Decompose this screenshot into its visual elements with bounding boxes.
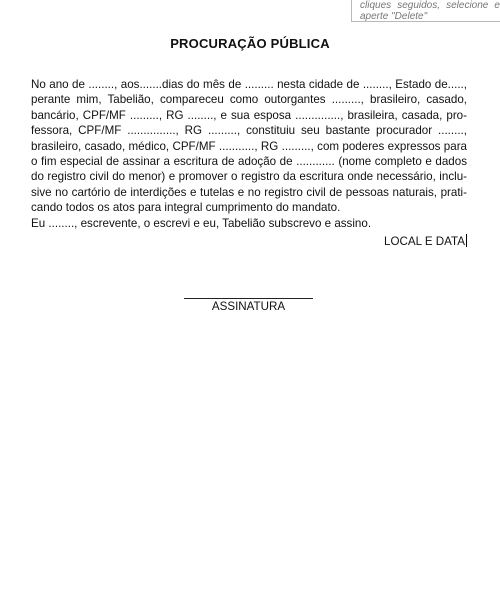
comment-balloon[interactable] (351, 0, 500, 22)
body-line-6: o fim especial de assinar a escritura de adoção de ............ (nome completo e dados (31, 154, 467, 168)
body-line-4: fessora, CPF/MF ..............., RG ........., constituiu seu bastante procurador ........, (31, 124, 467, 138)
body-line-1: No ano de ........, aos.......dias do mês de ......... nesta cidade de ........, Estado de....., (31, 78, 467, 91)
body-line-7: do registro civil do menor) e promover o registro da escritura onde necessário, inclu- (31, 170, 467, 184)
comment-line-1: cliques seguidos, selecione e (360, 0, 500, 11)
signature-label: ASSINATURA (211, 300, 286, 313)
body-line-8: sive no cartório de interdições e tutelas e no registro civil de pessoas naturais, prati- (31, 185, 467, 199)
document-title: PROCURAÇÃO PÚBLICA (170, 36, 330, 51)
body-line-10: Eu ........, escrevente, o escrevi e eu, Tabelião subscrevo e assino. (31, 216, 372, 230)
text-cursor (466, 234, 467, 247)
body-line-3: bancário, CPF/MF ........., RG ........, e sua esposa .............., brasileira, casada, pro- (31, 108, 467, 122)
body-line-5: brasileiro, casado, médico, CPF/MF ..........., RG ........., com poderes expressos para (31, 139, 467, 153)
signature-line (184, 298, 313, 299)
body-line-2: perante mim, Tabelião, compareceu como outorgantes ........., brasileiro, casado, (31, 93, 467, 107)
comment-line-2: aperte "Delete" (360, 11, 428, 22)
local-data-field[interactable] (384, 234, 467, 249)
document-body[interactable] (31, 77, 467, 231)
body-line-9: cando todos os atos para integral cumprimento do mandato. (31, 201, 341, 215)
local-data-text: LOCAL E DATA (384, 235, 465, 248)
